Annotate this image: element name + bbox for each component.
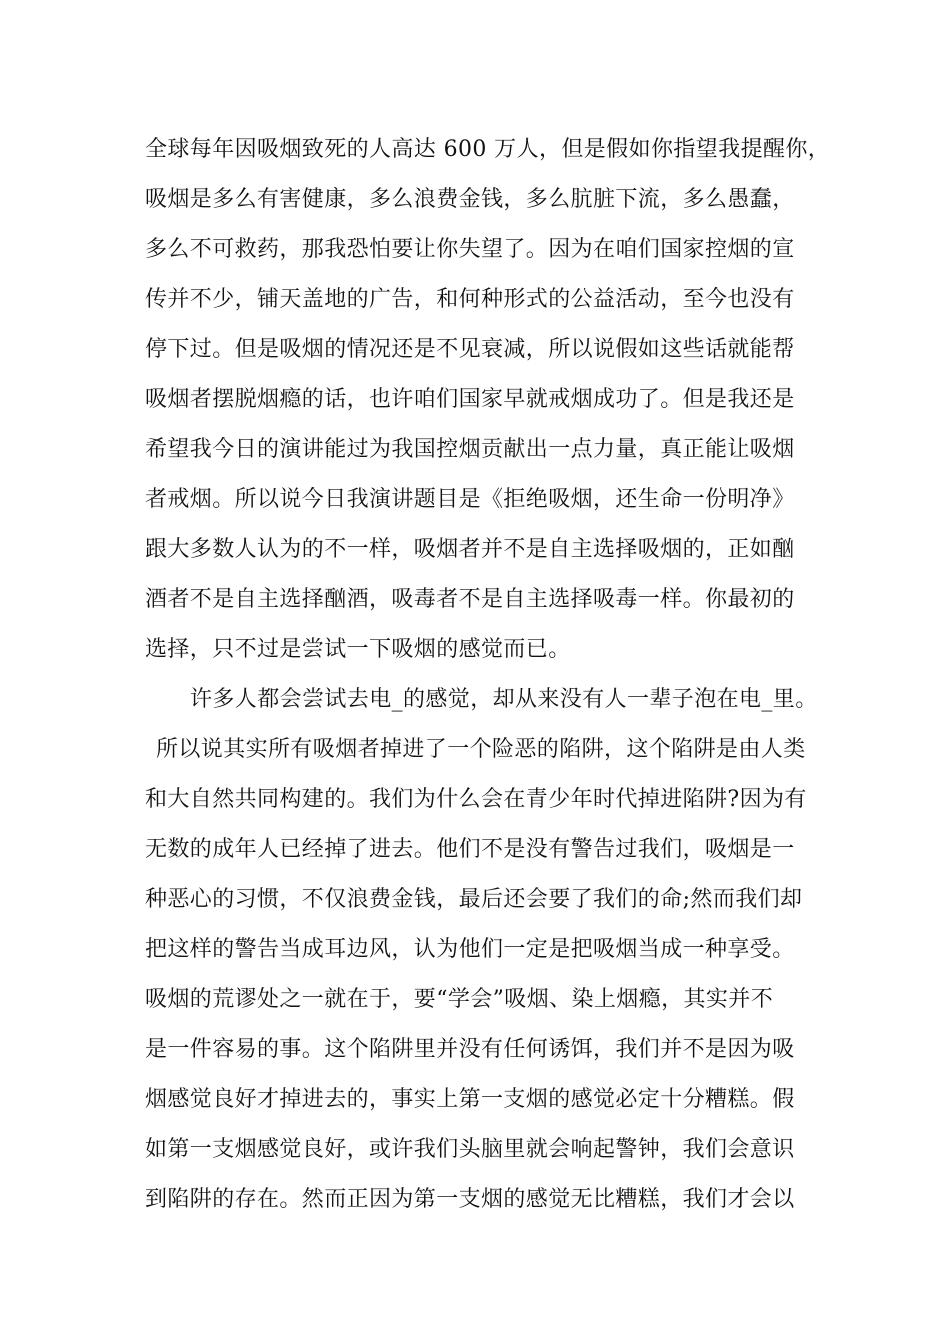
text-line-18: 吸烟的荒谬处之一就在于，要“学会”吸烟、染上烟瘾，其实并不 [145, 987, 774, 1012]
text-line-2: 吸烟是多么有害健康，多么浪费金钱，多么肮脏下流，多么愚蠢， [145, 187, 795, 212]
text-line-17: 把这样的警告当成耳边风，认为他们一定是把吸烟当成一种享受。 [145, 937, 795, 962]
text-line-3: 多么不可救药，那我恐怕要让你失望了。因为在咱们国家控烟的宣 [145, 237, 795, 262]
text-line-8: 者戒烟。所以说今日我演讲题目是《拒绝吸烟，还生命一份明净》 [145, 487, 795, 512]
text-line-12-paragraph-start: 许多人都会尝试去电_的感觉，却从来没有人一辈子泡在电_里。 [190, 687, 818, 712]
text-line-20: 烟感觉良好才掉进去的，事实上第一支烟的感觉必定十分糟糕。假 [145, 1087, 795, 1112]
text-line-4: 传并不少，铺天盖地的广告，和何种形式的公益活动，至今也没有 [145, 287, 795, 312]
text-line-6: 吸烟者摆脱烟瘾的话，也许咱们国家早就戒烟成功了。但是我还是 [145, 387, 795, 412]
text-line-22: 到陷阱的存在。然而正因为第一支烟的感觉无比糟糕，我们才会以 [145, 1187, 795, 1212]
text-line-10: 酒者不是自主选择酗酒，吸毒者不是自主选择吸毒一样。你最初的 [145, 587, 795, 612]
text-line-19: 是一件容易的事。这个陷阱里并没有任何诱饵，我们并不是因为吸 [145, 1037, 795, 1062]
text-line-21: 如第一支烟感觉良好，或许我们头脑里就会响起警钟，我们会意识 [145, 1137, 795, 1162]
text-line-15: 无数的成年人已经掉了进去。他们不是没有警告过我们，吸烟是一 [145, 837, 795, 862]
text-line-7: 希望我今日的演讲能过为我国控烟贡献出一点力量，真正能让吸烟 [145, 437, 795, 462]
text-line-14: 和大自然共同构建的。我们为什么会在青少年时代掉进陷阱?因为有 [145, 787, 807, 812]
text-line-11: 选择，只不过是尝试一下吸烟的感觉而已。 [145, 637, 571, 662]
text-line-5: 停下过。但是吸烟的情况还是不见衰减，所以说假如这些话就能帮 [145, 337, 795, 362]
text-line-1: 全球每年因吸烟致死的人高达 600 万人，但是假如你指望我提醒你， [145, 137, 831, 162]
text-line-13: 所以说其实所有吸烟者掉进了一个险恶的陷阱，这个陷阱是由人类 [156, 737, 806, 762]
text-line-9: 跟大多数人认为的不一样，吸烟者并不是自主选择吸烟的，正如酗 [145, 537, 795, 562]
text-line-16: 种恶心的习惯，不仅浪费金钱，最后还会要了我们的命;然而我们却 [145, 887, 803, 912]
